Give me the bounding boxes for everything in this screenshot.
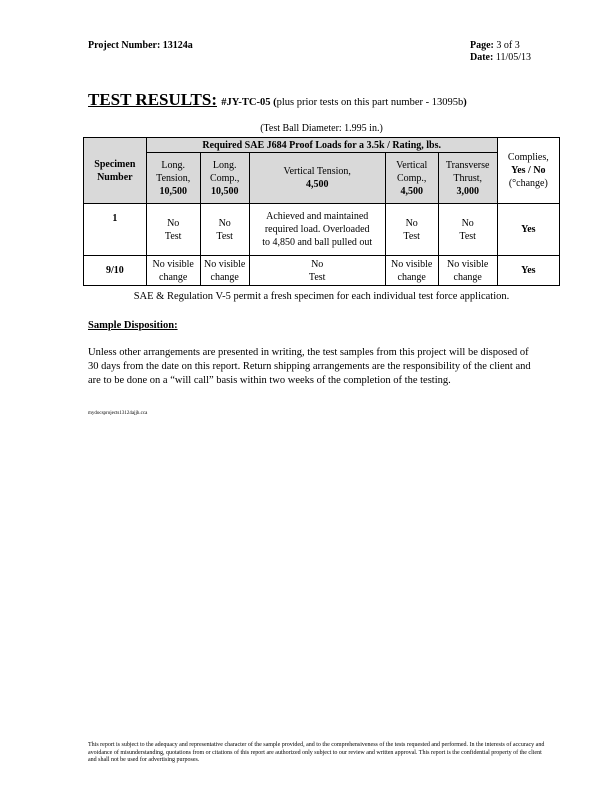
table-row (84, 256, 560, 286)
table-row (84, 204, 560, 256)
table-note: SAE & Regulation V-5 permit a fresh specimen for each individual test force application. (133, 291, 510, 302)
date-value: 11/05/13 (495, 52, 532, 63)
title-paren-open: ( (273, 97, 277, 108)
test-ball-diameter: (Test Ball Diameter: 1.995 in.) (260, 123, 383, 134)
specimen-number: 1 (84, 204, 147, 256)
project-number-value: 13124a (162, 40, 193, 51)
header-vertical-tension: Vertical Tension, 4,500 (249, 153, 385, 204)
date-label: Date: (470, 52, 494, 63)
header-long-tension: Long. Tension, 10,500 (146, 153, 200, 204)
page-title (88, 90, 467, 110)
title-main: TEST RESULTS: (88, 90, 217, 109)
result-cell: Achieved and maintained required load. Overloaded to 4,850 and ball pulled out (249, 204, 385, 256)
specimen-number: 9/10 (84, 256, 147, 286)
header-proof-loads: Required SAE J684 Proof Loads for a 3.5k / Rating, lbs. (146, 138, 497, 153)
header-long-comp: Long. Comp., 10,500 (200, 153, 249, 204)
report-date (470, 52, 531, 63)
title-code: #JY-TC-05 (221, 97, 271, 108)
result-cell: No visible change (146, 256, 200, 286)
result-cell: No Test (249, 256, 385, 286)
result-cell: No Test (438, 204, 497, 256)
complies-cell: Yes (497, 204, 559, 256)
test-results-table (83, 137, 560, 286)
disposition-text: Unless other arrangements are presented in writing, the test samples from this project will be disposed of 30 days from the date on this report. Return shipping arrangements are the responsibility of the client and are to be done on a “will call” basis within two weeks of the completion of the testing. (88, 347, 531, 386)
footer-disclaimer: This report is subject to the adequacy and representative character of the sample provided, and to the comprehensiveness of the tests requested and performed. In the interests of accuracy and avoidance of misunderstanding, quotations from or citations of this report are authorized only subject to our review and written approval. This report is the confidential property of the client and shall not be used for advertising purposes. (88, 742, 545, 763)
title-paren-close: ) (463, 97, 467, 108)
header-specimen: Specimen Number (84, 138, 147, 204)
page-label: Page: (470, 40, 494, 51)
result-cell: No visible change (385, 256, 438, 286)
disposition-heading: Sample Disposition: (88, 320, 178, 331)
project-number-label: Project Number: (88, 40, 161, 51)
header-complies: Complies, Yes / No (°change) (497, 138, 559, 204)
header-vertical-comp: Vertical Comp., 4,500 (385, 153, 438, 204)
result-cell: No visible change (200, 256, 249, 286)
result-cell: No Test (146, 204, 200, 256)
result-cell: No Test (385, 204, 438, 256)
page-value: 3 of 3 (496, 40, 520, 51)
result-cell: No Test (200, 204, 249, 256)
project-number (88, 40, 193, 51)
result-cell: No visible change (438, 256, 497, 286)
file-path: mydocsprojects13124ajjh.cca (88, 411, 148, 416)
title-note: plus prior tests on this part number - 13095b (276, 97, 464, 108)
header-transverse-thrust: Transverse Thrust, 3,000 (438, 153, 497, 204)
page-indicator (470, 40, 520, 51)
complies-cell: Yes (497, 256, 559, 286)
